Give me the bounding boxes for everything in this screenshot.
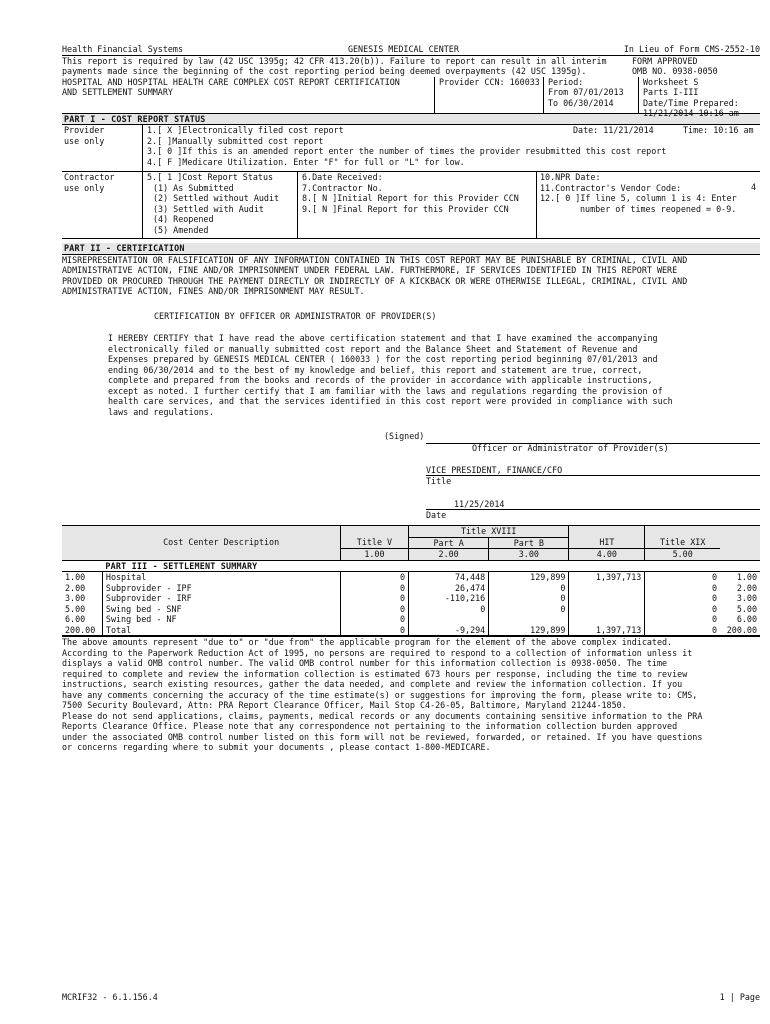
table-header-row-2: [62, 537, 760, 549]
note-line-2: According to the Paperwork Reduction Act of 1995, no persons are required to respond to a collection of information unless it: [62, 647, 693, 658]
cell-line_r: 1.00: [736, 572, 757, 582]
table-row: [62, 614, 760, 625]
note-line-8: Please do not send applications, claims, payments, medical records or any documents containing sensitive information to the PRA: [62, 710, 703, 721]
item-manual: 2.[ ]Manually submitted cost report: [147, 135, 324, 146]
title-line: [426, 475, 760, 476]
footer-version: MCRIF32 - 6.1.156.4: [62, 992, 158, 1002]
cell-xix: 0: [645, 614, 720, 625]
table-row: [62, 593, 760, 604]
cell-a: 26,474: [409, 583, 489, 594]
date-line: [426, 509, 760, 510]
cell-b: 129,899: [489, 625, 569, 636]
item-electronic: 1.[ X ]Electronically filed cost report: [147, 125, 344, 135]
org-name: Health Financial Systems: [62, 44, 184, 54]
colnum-1: 1.00: [340, 549, 408, 561]
notice-line-1: This report is required by law (42 USC 1395g; 42 CFR 413.20(b)). Failure to report can result in all interim: [62, 55, 607, 66]
cell-xix: 0: [645, 593, 720, 604]
cell-xix: 0: [645, 572, 720, 583]
contractor-items: [298, 172, 537, 238]
item-final-report: 9.[ N ]Final Report for this Provider CCN: [302, 203, 509, 214]
table-row: [62, 583, 760, 594]
cell-line: 3.00: [65, 593, 86, 603]
cert-line-4: ending 06/30/2014 and to the best of my knowledge and belief, this report and statement are true, correct,: [108, 364, 643, 375]
status-3: (3) Settled with Audit: [153, 203, 264, 214]
table-row: [62, 604, 760, 615]
cell-v: 0: [340, 583, 408, 594]
status-2: (2) Settled without Audit: [153, 193, 280, 203]
report-title-line-1: HOSPITAL AND HOSPITAL HEALTH CARE COMPLEX COST REPORT CERTIFICATION: [62, 76, 400, 87]
note-line-9: Reports Clearance Office. Please note that any correspondence not pertaining to the information collection burden approved: [62, 721, 678, 731]
cell-line: 1.00: [65, 572, 86, 582]
warning-line-3: PROVIDED OR PROCURED THROUGH THE PAYMENT DIRECTLY OR INDIRECTLY OF A KICKBACK OR WERE OTHERWISE ILLEGAL, CRIMINAL, CIVIL AND: [62, 275, 688, 286]
contractor-use-section: [62, 172, 760, 239]
part2-title: PART II - CERTIFICATION: [62, 243, 760, 255]
cell-xix: 0: [645, 625, 720, 636]
colnum-5: 5.00: [645, 549, 720, 561]
cell-v: 0: [340, 614, 408, 625]
date-prepared: 11/21/2014 10:16 am: [643, 108, 739, 118]
cell-desc: Subprovider - IPF: [102, 583, 340, 594]
note-line-1: The above amounts represent "due to" or "due from" the applicable program for the element of the above complex indicated.: [62, 637, 673, 647]
cell-line_r: 2.00: [736, 582, 757, 593]
note-line-7: 7500 Security Boulevard, Attn: PRA Report Clearance Officer, Mail Stop C4-26-05, Baltimore, Maryland 21244-1850.: [62, 700, 627, 710]
cell-xix: 0: [645, 604, 720, 615]
settlement-table: [62, 525, 760, 636]
cell-line: 6.00: [65, 614, 86, 624]
status-5: (5) Amended: [153, 224, 209, 235]
item-npr-date: 10.NPR Date:: [540, 172, 601, 182]
settlement-rows: [62, 572, 760, 636]
top-header: [62, 44, 760, 55]
notice-block: [62, 55, 760, 77]
cell-line: 2.00: [65, 582, 86, 593]
cell-a: [409, 614, 489, 625]
warning-line-1: MISREPRESENTATION OR FALSIFICATION OF ANY INFORMATION CONTAINED IN THIS COST REPORT MAY BE PUNISHABLE BY CRIMINAL, CIVIL AND: [62, 254, 688, 265]
cell-desc: Subprovider - IRF: [102, 593, 340, 604]
cell-hit: [569, 583, 645, 594]
cell-hit: 1,397,713: [569, 625, 645, 636]
table-header-row-1: [62, 526, 760, 538]
cell-a: -9,294: [409, 625, 489, 636]
npr-items: [537, 172, 760, 238]
cell-b: 0: [489, 593, 569, 604]
col-description: Cost Center Description: [163, 537, 280, 547]
period-label: Period:: [548, 76, 584, 87]
item-status: 5.[ 1 ]Cost Report Status: [147, 172, 274, 182]
item-reopened: 12.[ 0 ]If line 5, column 1 is 4: Enter: [540, 193, 737, 203]
title-xviii-header: Title XVIII: [409, 526, 569, 538]
page-footer: [62, 992, 760, 1003]
status-1: (1) As Submitted: [153, 182, 234, 193]
cell-line: 5.00: [65, 603, 86, 614]
note-line-5: instructions, search existing resources, gather the data needed, and complete and review the information collection. If you: [62, 679, 683, 689]
provider-ccn: Provider CCN: 160033: [434, 77, 543, 113]
date-label: Date: [426, 510, 447, 520]
cell-desc: Swing bed - NF: [102, 614, 340, 625]
cell-line_r: 6.00: [736, 614, 757, 624]
cell-v: 0: [340, 572, 408, 583]
cert-line-3: Expenses prepared by GENESIS MEDICAL CENTER ( 160033 ) for the cost reporting period beginning 07/01/2013 and: [108, 354, 658, 364]
colnum-2: 2.00: [409, 549, 489, 561]
omb-number: OMB NO. 0938-0050: [632, 66, 718, 76]
footer-page: 1 | Page: [719, 992, 760, 1002]
table-row: [62, 572, 760, 583]
table-row: [62, 625, 760, 636]
col-hit: HIT: [569, 537, 645, 549]
officer-label: Officer or Administrator of Provider(s): [472, 443, 669, 453]
contractor-use-label: Contractor use only: [62, 172, 143, 238]
item-date-received: 6.Date Received:: [302, 172, 383, 182]
certification-statement: [108, 333, 740, 417]
hospital-name: GENESIS MEDICAL CENTER: [347, 44, 459, 54]
cell-hit: [569, 593, 645, 604]
cell-v: 0: [340, 625, 408, 636]
warning-line-2: ADMINISTRATIVE ACTION, FINE AND/OR IMPRISONMENT UNDER FEDERAL LAW. FURTHERMORE, IF SERVICES IDENTIFIED IN THIS REPORT WERE: [62, 265, 678, 275]
part1-date: Date: 11/21/2014: [573, 125, 654, 135]
part1-time: Time: 10:16 am: [683, 125, 754, 135]
notes-block: [62, 636, 760, 753]
item-reopened-note: number of times reopened = 0-9.: [580, 203, 737, 214]
col-part-a: Part A: [409, 537, 489, 549]
worksheet-block: [638, 76, 760, 118]
part1-title: PART I - COST REPORT STATUS: [62, 113, 760, 126]
status-4: (4) Reopened: [153, 214, 214, 224]
cert-line-7: health care services, and that the services identified in this cost report were provided in compliance with such: [108, 396, 673, 406]
signature-block: [62, 417, 760, 520]
report-title-line-2: AND SETTLEMENT SUMMARY: [62, 87, 173, 97]
cell-line_r: 200.00: [726, 624, 757, 635]
period-block: [543, 77, 638, 113]
parts-label: Parts I-III: [643, 87, 699, 97]
cell-hit: [569, 604, 645, 615]
cell-b: [489, 614, 569, 625]
cert-line-2: electronically filed or manually submitted cost report and the Balance Sheet and Statement of Revenue and: [108, 343, 638, 354]
note-line-10: under the associated OMB control number listed on this form will not be reviewed, forwarded, or retained. If you have questions: [62, 731, 703, 742]
item-amended: 3.[ 0 ]If this is an amended report enter the number of times the provider resubmitted this cost report: [147, 146, 667, 156]
item-vendor-code: 11.Contractor's Vendor Code:: [540, 182, 682, 193]
title-value: VICE PRESIDENT, FINANCE/CFO: [426, 465, 563, 475]
title-row: [62, 76, 760, 118]
cell-a: 0: [409, 604, 489, 615]
col-title-v: Title V: [340, 537, 408, 549]
vendor-code-value: 4: [750, 182, 756, 192]
cost-report-page: [62, 44, 760, 753]
title-label: Title: [426, 476, 452, 486]
note-line-11: or concerns regarding where to submit your documents , please contact 1-800-MEDICARE.: [62, 742, 491, 752]
note-line-4: required to complete and review the information collection is estimated 673 hours per response, including the time to review: [62, 668, 688, 679]
cell-v: 0: [340, 604, 408, 615]
cell-b: 0: [489, 604, 569, 615]
note-line-6: have any comments concerning the accuracy of the time estimate(s) or suggestions for improving the form, please write to: CMS,: [62, 689, 698, 700]
signed-label: (Signed): [384, 431, 425, 441]
report-title: [62, 77, 434, 113]
cell-b: 0: [489, 583, 569, 594]
date-prepared-label: Date/Time Prepared:: [643, 97, 739, 108]
cell-desc: Total: [102, 625, 340, 636]
section-row: [62, 560, 760, 572]
item-utilization: 4.[ F ]Medicare Utilization. Enter "F" for full or "L" for low.: [147, 156, 465, 167]
period-to: To 06/30/2014: [548, 97, 614, 108]
col-title-xix: Title XIX: [645, 537, 720, 549]
provider-use-label: Provider use only: [62, 125, 143, 171]
part3-title: PART III - SETTLEMENT SUMMARY: [105, 560, 258, 571]
col-part-b: Part B: [489, 537, 569, 549]
cell-line_r: 5.00: [736, 603, 757, 614]
notice-line-2: payments made since the beginning of the cost reporting period being deemed overpayments (42 USC 1395g).: [62, 66, 587, 76]
cert-line-1: I HEREBY CERTIFY that I have read the above certification statement and that I have examined the accompanying: [108, 333, 658, 343]
cell-xix: 0: [645, 583, 720, 594]
form-approved-block: [632, 56, 718, 77]
colnum-4: 4.00: [569, 549, 645, 561]
cell-b: 129,899: [489, 572, 569, 583]
cell-a: -110,216: [409, 593, 489, 604]
cert-heading: CERTIFICATION BY OFFICER OR ADMINISTRATOR OF PROVIDER(S): [154, 310, 437, 321]
item-contractor-no: 7.Contractor No.: [302, 182, 383, 193]
cell-v: 0: [340, 593, 408, 604]
provider-items: [143, 125, 760, 171]
cell-line_r: 3.00: [736, 593, 757, 603]
cell-desc: Hospital: [102, 572, 340, 583]
form-lieu: In Lieu of Form CMS-2552-10: [623, 44, 760, 54]
cert-line-5: complete and prepared from the books and records of the provider in accordance with applicable instructions,: [108, 375, 653, 385]
status-block: [143, 172, 298, 238]
table-header-row-3: [62, 549, 760, 561]
date-value: 11/25/2014: [454, 499, 505, 509]
colnum-3: 3.00: [489, 549, 569, 561]
cell-desc: Swing bed - SNF: [102, 604, 340, 615]
cert-line-8: laws and regulations.: [108, 406, 214, 417]
provider-use-section: [62, 125, 760, 172]
note-line-3: displays a valid OMB control number. The valid OMB control number for this information collection is 0938-0050. The time: [62, 658, 668, 668]
cell-hit: [569, 614, 645, 625]
form-approved: FORM APPROVED: [632, 55, 698, 66]
item-initial-report: 8.[ N ]Initial Report for this Provider CCN: [302, 193, 519, 203]
worksheet-label: Worksheet S: [643, 76, 699, 87]
warning-line-4: ADMINISTRATIVE ACTION, FINES AND/OR IMPRISONMENT MAY RESULT.: [62, 286, 365, 296]
cell-line: 200.00: [65, 624, 96, 635]
cell-a: 74,448: [409, 572, 489, 583]
cell-hit: 1,397,713: [569, 572, 645, 583]
period-from: From 07/01/2013: [548, 87, 624, 97]
warning-block: [62, 255, 760, 297]
cert-line-6: except as noted. I further certify that I am familiar with the laws and regulations regarding the provision of: [108, 385, 663, 396]
